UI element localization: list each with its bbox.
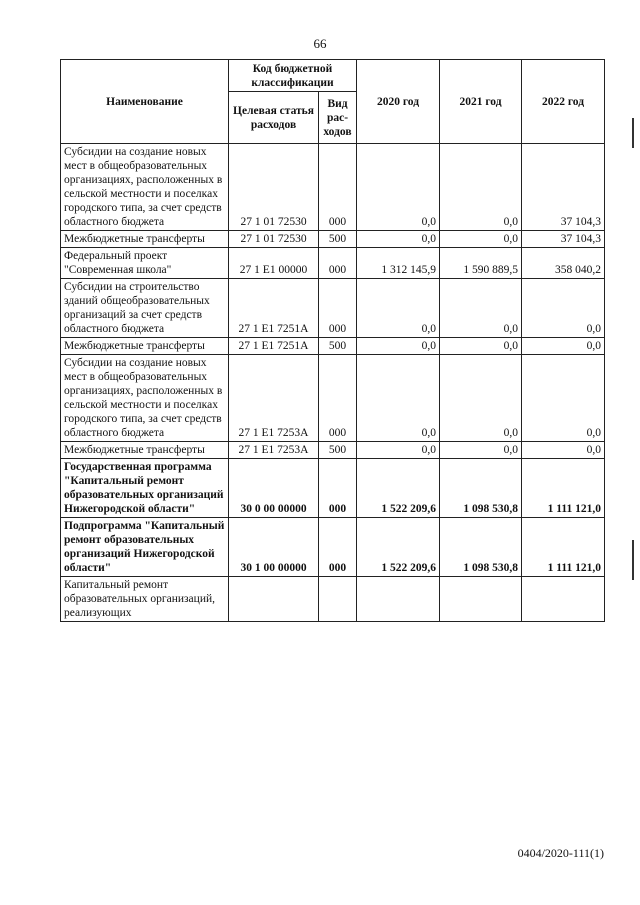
scan-edge-mark — [632, 118, 634, 148]
row-code: 27 1 01 72530 — [229, 144, 319, 231]
row-2022: 37 104,3 — [522, 231, 605, 248]
document-code: 0404/2020-111(1) — [517, 846, 604, 860]
row-2020: 0,0 — [357, 338, 440, 355]
scan-edge-mark — [632, 540, 634, 580]
row-2020: 1 522 209,6 — [357, 518, 440, 577]
row-2021: 0,0 — [440, 231, 522, 248]
table-row — [61, 231, 605, 248]
table-row — [61, 518, 605, 577]
header-target: Целевая статья расходов — [229, 92, 319, 144]
row-code: 27 1 E1 7251A — [229, 279, 319, 338]
header-2022: 2022 год — [522, 60, 605, 144]
row-2021: 1 098 530,8 — [440, 459, 522, 518]
row-name: Капитальный ремонт образовательных организаций, реализующих — [61, 577, 229, 622]
row-2022: 0,0 — [522, 279, 605, 338]
row-2020: 1 522 209,6 — [357, 459, 440, 518]
row-code: 27 1 01 72530 — [229, 231, 319, 248]
row-code: 30 1 00 00000 — [229, 518, 319, 577]
header-name: Наименование — [61, 60, 229, 144]
row-2021: 0,0 — [440, 442, 522, 459]
row-kind: 500 — [319, 338, 357, 355]
row-2022: 1 111 121,0 — [522, 459, 605, 518]
row-2022: 358 040,2 — [522, 248, 605, 279]
row-kind: 500 — [319, 231, 357, 248]
table-row — [61, 248, 605, 279]
table-row — [61, 144, 605, 231]
row-kind: 000 — [319, 518, 357, 577]
row-2022: 37 104,3 — [522, 144, 605, 231]
table-row — [61, 338, 605, 355]
row-2022: 0,0 — [522, 338, 605, 355]
row-code — [229, 577, 319, 622]
row-name: Межбюджетные трансферты — [61, 338, 229, 355]
row-name: Межбюджетные трансферты — [61, 442, 229, 459]
row-code: 27 1 E1 00000 — [229, 248, 319, 279]
row-2020: 1 312 145,9 — [357, 248, 440, 279]
row-2020 — [357, 577, 440, 622]
row-2021: 0,0 — [440, 338, 522, 355]
row-name: Подпрограмма "Капитальный ремонт образовательных организаций Нижегородской области" — [61, 518, 229, 577]
header-2021: 2021 год — [440, 60, 522, 144]
row-code: 27 1 E1 7253A — [229, 355, 319, 442]
budget-table — [60, 59, 605, 622]
header-kbk: Код бюджетной классификации — [229, 60, 357, 92]
page-number: 66 — [313, 36, 327, 51]
header-2020: 2020 год — [357, 60, 440, 144]
row-kind: 000 — [319, 279, 357, 338]
row-kind: 000 — [319, 248, 357, 279]
row-2021: 1 098 530,8 — [440, 518, 522, 577]
row-name: Субсидии на создание новых мест в общеобразовательных организациях, расположенных в сельской местности и поселках городского типа, за счет средств областного бюджета — [61, 144, 229, 231]
row-name: Федеральный проект "Современная школа" — [61, 248, 229, 279]
table-row — [61, 459, 605, 518]
table-row — [61, 355, 605, 442]
row-kind — [319, 577, 357, 622]
row-kind: 500 — [319, 442, 357, 459]
row-2022 — [522, 577, 605, 622]
row-2022: 0,0 — [522, 442, 605, 459]
row-2020: 0,0 — [357, 279, 440, 338]
row-2020: 0,0 — [357, 355, 440, 442]
header-kind: Вид рас-ходов — [319, 92, 357, 144]
row-2021: 1 590 889,5 — [440, 248, 522, 279]
row-name: Субсидии на создание новых мест в общеобразовательных организациях, расположенных в сельской местности и поселках городского типа, за счет средств областного бюджета — [61, 355, 229, 442]
row-2022: 1 111 121,0 — [522, 518, 605, 577]
row-kind: 000 — [319, 355, 357, 442]
row-kind: 000 — [319, 144, 357, 231]
row-2021: 0,0 — [440, 144, 522, 231]
row-name: Государственная программа "Капитальный ремонт образовательных организаций Нижегородской области" — [61, 459, 229, 518]
row-code: 30 0 00 00000 — [229, 459, 319, 518]
row-code: 27 1 E1 7253A — [229, 442, 319, 459]
row-2021 — [440, 577, 522, 622]
table-row — [61, 577, 605, 622]
row-2020: 0,0 — [357, 144, 440, 231]
row-name: Межбюджетные трансферты — [61, 231, 229, 248]
row-2020: 0,0 — [357, 442, 440, 459]
row-kind: 000 — [319, 459, 357, 518]
row-2021: 0,0 — [440, 279, 522, 338]
row-2022: 0,0 — [522, 355, 605, 442]
table-row — [61, 279, 605, 338]
row-2021: 0,0 — [440, 355, 522, 442]
row-code: 27 1 E1 7251A — [229, 338, 319, 355]
row-2020: 0,0 — [357, 231, 440, 248]
row-name: Субсидии на строительство зданий общеобразовательных организаций за счет средств областного бюджета — [61, 279, 229, 338]
table-row — [61, 442, 605, 459]
